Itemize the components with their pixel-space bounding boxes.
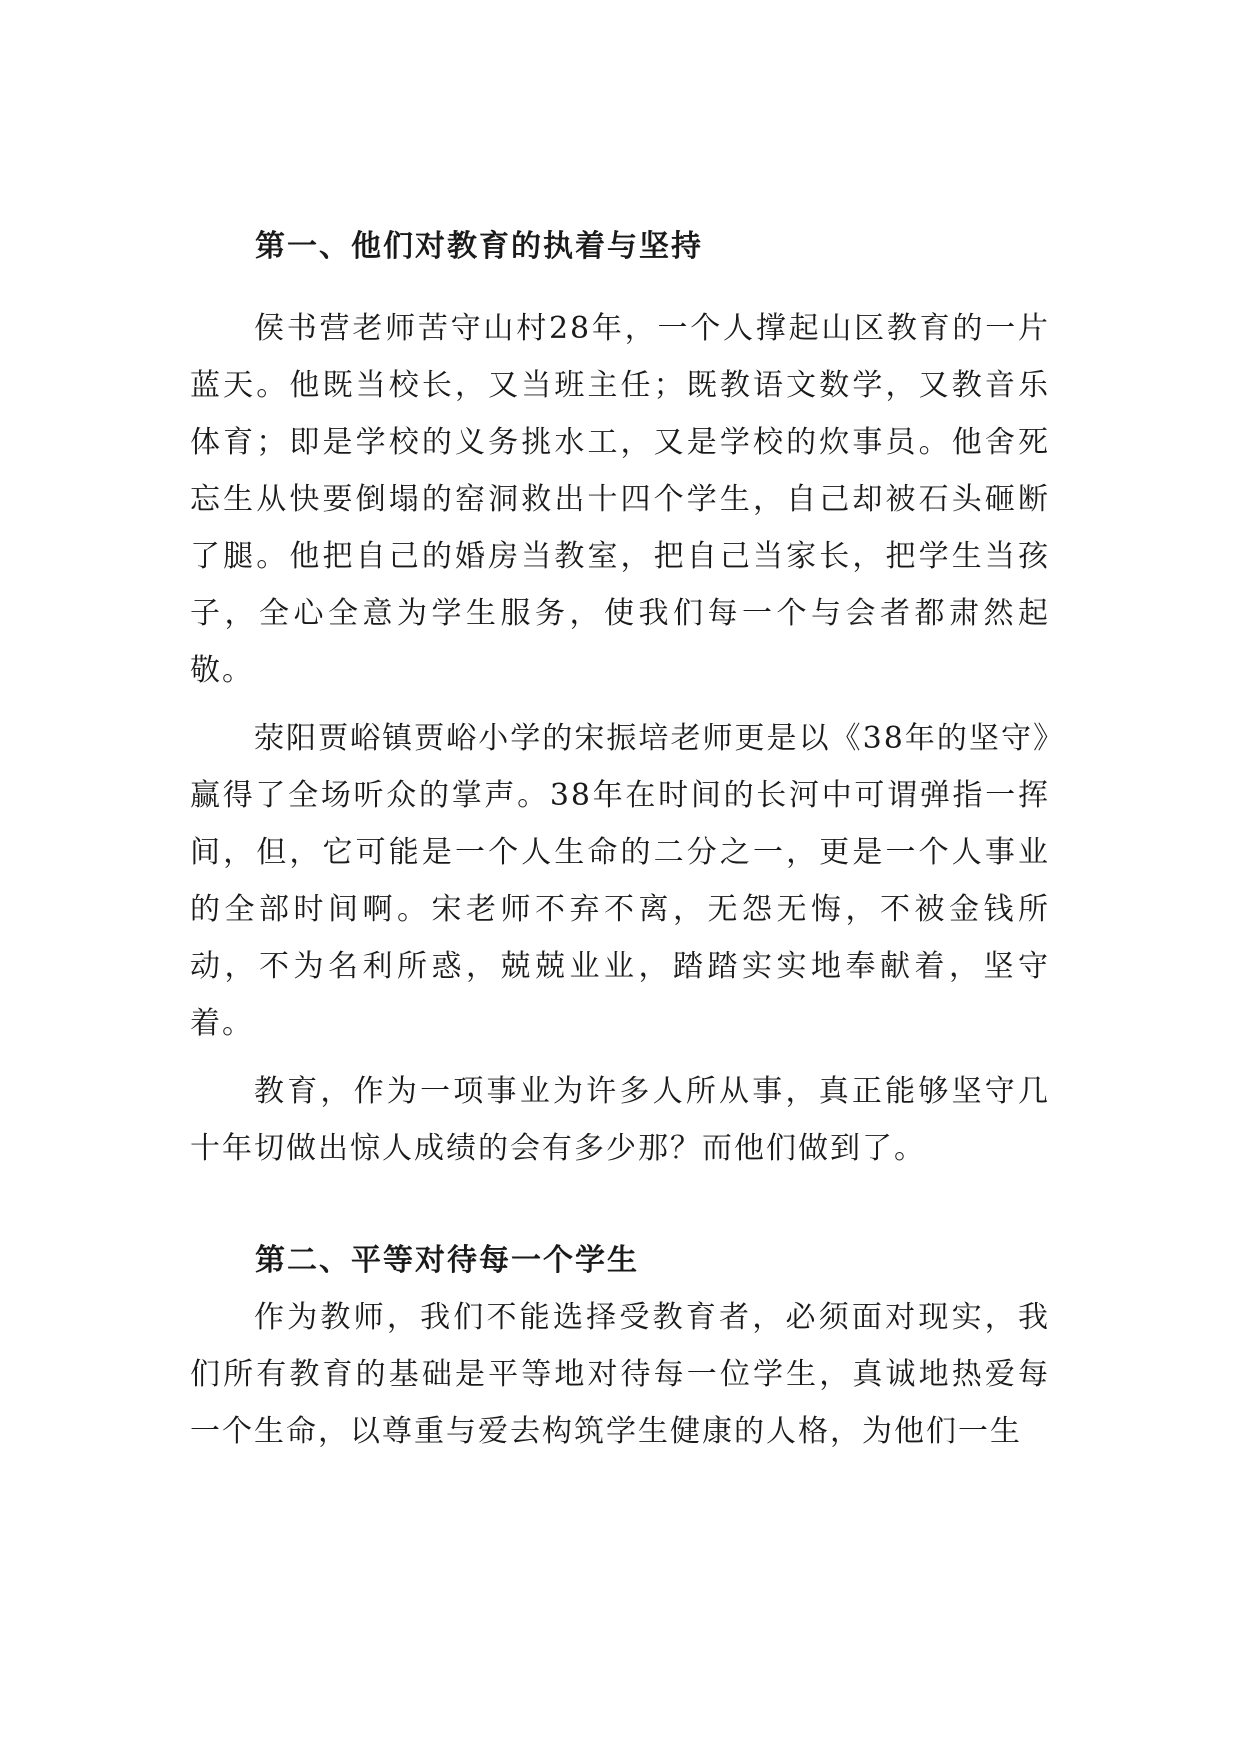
section-1-paragraph-1: 侯书营老师苦守山村28年，一个人撑起山区教育的一片蓝天。他既当校长，又当班主任；既教语文数学，又教音乐体育；即是学校的义务挑水工，又是学校的炊事员。他舍死忘生从快要倒塌的窑洞救出十四个学生，自己却被石头砸断了腿。他把自己的婚房当教室，把自己当家长，把学生当孩子，全心全意为学生服务，使我们每一个与会者都肃然起敬。 <box>190 311 1050 688</box>
section-2-paragraph-1: 作为教师，我们不能选择受教育者，必须面对现实，我们所有教育的基础是平等地对待每一位学生，真诚地热爱每一个生命，以尊重与爱去构筑学生健康的人格，为他们一生 <box>190 1300 1050 1449</box>
section-2-heading: 第二、平等对待每一个学生 <box>255 1243 639 1278</box>
section-1-paragraph-3: 教育，作为一项事业为许多人所从事，真正能够坚守几十年切做出惊人成绩的会有多少那？而他们做到了。 <box>190 1074 1050 1166</box>
section-1-paragraph-2: 荥阳贾峪镇贾峪小学的宋振培老师更是以《38年的坚守》赢得了全场听众的掌声。38年在时间的长河中可谓弹指一挥间，但，它可能是一个人生命的二分之一，更是一个人事业的全部时间啊。宋老师不弃不离，无怨无悔，不被金钱所动，不为名利所惑，兢兢业业，踏踏实实地奉献着，坚守着。 <box>190 721 1050 1041</box>
section-1-heading: 第一、他们对教育的执着与坚持 <box>255 229 703 264</box>
